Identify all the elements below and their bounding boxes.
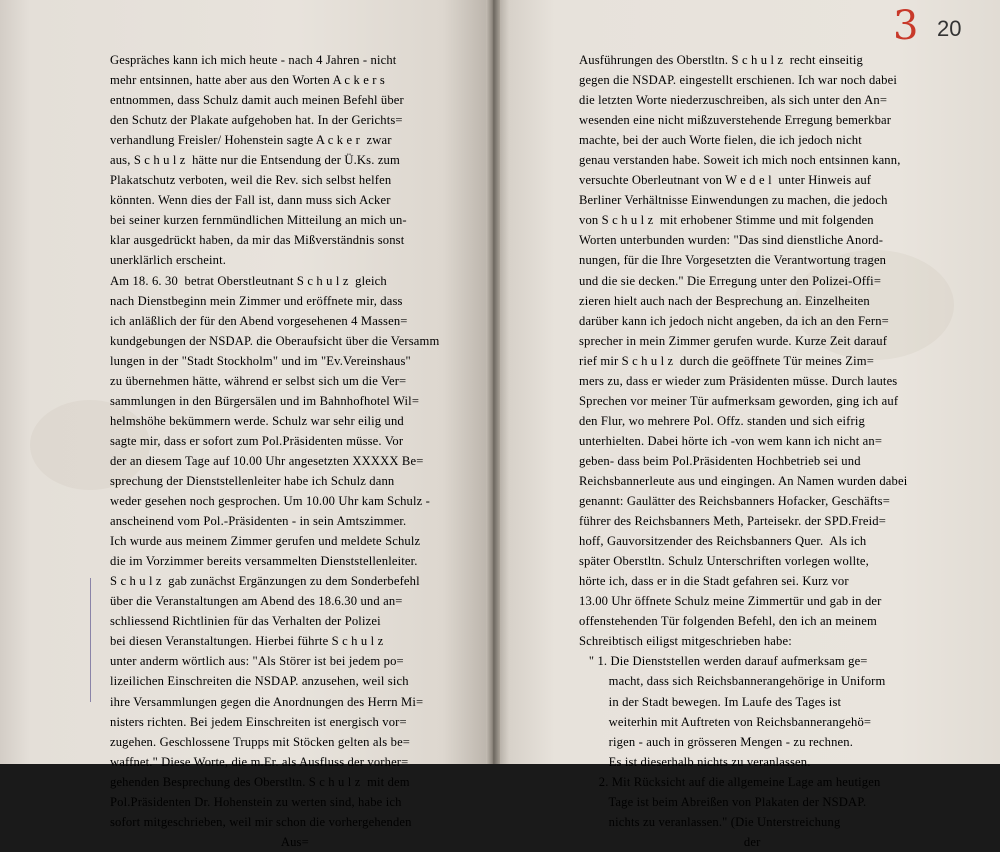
right-line: Berliner Verhältnisse Einwendungen zu machen, die jedoch (579, 193, 888, 208)
left-line: ich anläßlich der für den Abend vorgesehenen 4 Massen= (110, 313, 408, 328)
right-line: Sprechen vor meiner Tür aufmerksam geworden, ging ich auf (579, 393, 899, 408)
left-line: den Schutz der Plakate aufgehoben hat. In der Gerichts= (110, 113, 403, 128)
right-line: " 1. Die Dienststellen werden darauf aufmerksam ge= (579, 654, 868, 669)
left-line: der an diesem Tage auf 10.00 Uhr angesetzten XXXXX Be= (110, 453, 424, 468)
left-line: Pol.Präsidenten Dr. Hohenstein zu werten sind, habe ich (110, 794, 402, 809)
left-line: zugehen. Geschlossene Trupps mit Stöcken gelten als be= (110, 734, 411, 749)
right-line: weiterhin mit Auftreten von Reichsbannerangehö= (579, 714, 872, 729)
red-stamp-number: 3 (893, 3, 919, 49)
left-line: Gespräches kann ich mich heute - nach 4 Jahren - nicht (110, 53, 397, 67)
left-line: sprechung der Dienststellenleiter habe ich Schulz dann (110, 473, 395, 488)
right-line: rief mir S c h u l z durch die geöffnete Tür meines Zim= (579, 353, 874, 368)
book-gutter (486, 0, 500, 764)
page-number: 20 (937, 16, 962, 41)
right-line: machte, bei der auch Worte fielen, die ich jedoch nicht (579, 133, 862, 148)
right-line: führer des Reichsbanners Meth, Parteisekr. der SPD.Freid= (579, 514, 886, 529)
left-line: nach Dienstbeginn mein Zimmer und eröffnete mir, dass (110, 293, 403, 308)
right-line: Reichsbannerleute aus und eingingen. An Namen wurden dabei (579, 473, 908, 488)
right-page-text (579, 50, 907, 852)
left-line: Ich wurde aus meinem Zimmer gerufen und meldete Schulz (110, 534, 421, 549)
left-line: weder gesehen noch gesprochen. Um 10.00 Uhr kam Schulz - (110, 494, 431, 509)
left-line: anscheinend vom Pol.-Präsidenten - in sein Amtszimmer. (110, 514, 407, 529)
right-line: gegen die NSDAP. eingestellt erschienen. Ich war noch dabei (579, 73, 897, 88)
left-line: zu übernehmen hätte, während er selbst sich um die Ver= (110, 373, 407, 388)
right-line: hoff, Gauvorsitzender des Reichsbanners Quer. Als ich (579, 534, 867, 549)
left-page-text (110, 50, 439, 852)
left-line: sagte mir, dass er sofort zum Pol.Präsidenten müsse. Vor (110, 433, 404, 448)
left-line: sammlungen in den Bürgersälen und im Bahnhofhotel Wil= (110, 393, 420, 408)
right-line: der (579, 834, 761, 849)
left-line: sofort mitgeschrieben, weil mir schon die vorhergehenden (110, 814, 412, 829)
left-line: nisters richten. Bei jedem Einschreiten ist energisch vor= (110, 714, 407, 729)
right-line: nichts zu veranlassen." (Die Unterstreichung (579, 814, 841, 829)
right-line: hörte ich, dass er in die Stadt gefahren sei. Kurz vor (579, 574, 849, 589)
right-line: 2. Mit Rücksicht auf die allgemeine Lage am heutigen (579, 774, 881, 789)
left-line: lizeilichen Einschreiten die NSDAP. anzusehen, weil sich (110, 674, 409, 689)
left-line: ihre Versammlungen gegen die Anordnungen des Herrn Mi= (110, 694, 424, 709)
left-line: bei seiner kurzen fernmündlichen Mitteilung an mich un- (110, 213, 407, 228)
right-line: 13.00 Uhr öffnete Schulz meine Zimmertür und gab in der (579, 594, 882, 609)
left-line: schliessend Richtlinien für das Verhalten der Polizei (110, 614, 381, 629)
left-line: gehenden Besprechung des Oberstltn. S c h u l z mit dem (110, 774, 410, 789)
right-line: offenstehenden Tür folgenden Befehl, den ich an meinem (579, 614, 877, 629)
left-line: über die Veranstaltungen am Abend des 18.6.30 und an= (110, 594, 403, 609)
left-line: entnommen, dass Schulz damit auch meinen Befehl über (110, 93, 404, 108)
right-line: Es ist dieserhalb nichts zu veranlassen. (579, 754, 811, 769)
right-line: in der Stadt bewegen. Im Laufe des Tages ist (579, 694, 842, 709)
left-line: unter anderm wörtlich aus: "Als Störer ist bei jedem po= (110, 654, 404, 669)
right-line: nungen, für die Ihre Vorgesetzten die Verantwortung tragen (579, 253, 887, 268)
right-line: später Oberstltn. Schulz Unterschriften vorlegen wollte, (579, 554, 869, 569)
margin-pencil-mark (90, 578, 91, 702)
left-line: Plakatschutz verboten, weil die Rev. sich selbst helfen (110, 173, 392, 188)
right-line: genannt: Gaulätter des Reichsbanners Hofacker, Geschäfts= (579, 494, 890, 509)
right-line: Schreibtisch eiligst mitgeschrieben habe: (579, 634, 792, 649)
right-line: unterhielten. Dabei hörte ich -von wem kann ich nicht an= (579, 433, 883, 448)
left-line: mehr entsinnen, hatte aber aus den Worten A c k e r s (110, 73, 385, 88)
right-line: Worten unterbunden wurden: "Das sind dienstliche Anord- (579, 233, 884, 248)
left-line: lungen in der "Stadt Stockholm" und im "Ev.Vereinshaus" (110, 353, 411, 368)
left-line: waffnet." Diese Worte, die m.Er. als Ausfluss der vorher= (110, 754, 409, 769)
left-line: verhandlung Freisler/ Hohenstein sagte A c k e r zwar (110, 133, 392, 148)
left-line: bei diesen Veranstaltungen. Hierbei führte S c h u l z (110, 634, 384, 649)
right-line: macht, dass sich Reichsbannerangehörige in Uniform (579, 674, 886, 689)
left-line: helmshöhe bekümmern werde. Schulz war sehr eilig und (110, 413, 404, 428)
right-line: den Flur, wo mehrere Pol. Offz. standen und sich eifrig (579, 413, 865, 428)
right-line: rigen - auch in grösseren Mengen - zu rechnen. (579, 734, 854, 749)
right-line: versuchte Oberleutnant von W e d e l unter Hinweis auf (579, 173, 872, 188)
right-line: die letzten Worte niederzuschreiben, als sich unter den An= (579, 93, 888, 108)
left-line: Aus= (110, 834, 309, 849)
right-line: und die sie decken." Die Erregung unter den Polizei-Offi= (579, 273, 882, 288)
right-line: wesenden eine nicht mißzuverstehende Erregung bemerkbar (579, 113, 892, 128)
right-line: von S c h u l z mit erhobener Stimme und mit folgenden (579, 213, 874, 228)
left-line: könnten. Wenn dies der Fall ist, dann muss sich Acker (110, 193, 391, 208)
left-line: die im Vorzimmer bereits versammelten Dienststellenleiter. (110, 554, 418, 569)
left-line: Am 18. 6. 30 betrat Oberstleutnant S c h u l z gleich (110, 273, 387, 288)
right-line: sprecher in mein Zimmer gerufen wurde. Kurze Zeit darauf (579, 333, 888, 348)
left-line: aus, S c h u l z hätte nur die Entsendung der Ü.Ks. zum (110, 153, 400, 168)
right-line: darüber kann ich jedoch nicht angeben, da ich an den Fern= (579, 313, 889, 328)
right-line: genau verstanden habe. Soweit ich mich noch entsinnen kann, (579, 153, 901, 168)
left-line: klar ausgedrückt haben, da mir das Mißverständnis sonst (110, 233, 405, 248)
left-line: unerklärlich erscheint. (110, 253, 227, 268)
left-line: S c h u l z gab zunächst Ergänzungen zu dem Sonderbefehl (110, 574, 420, 589)
left-line: kundgebungen der NSDAP. die Oberaufsicht über die Versamm (110, 333, 440, 348)
right-line: zieren hielt auch nach der Besprechung an. Einzelheiten (579, 293, 870, 308)
right-line: mers zu, dass er wieder zum Präsidenten müsse. Durch lautes (579, 373, 898, 388)
right-line: Tage ist beim Abreißen von Plakaten der NSDAP. (579, 794, 867, 809)
right-line: geben- dass beim Pol.Präsidenten Hochbetrieb sei und (579, 453, 861, 468)
right-line: Ausführungen des Oberstltn. S c h u l z recht einseitig (579, 53, 864, 67)
